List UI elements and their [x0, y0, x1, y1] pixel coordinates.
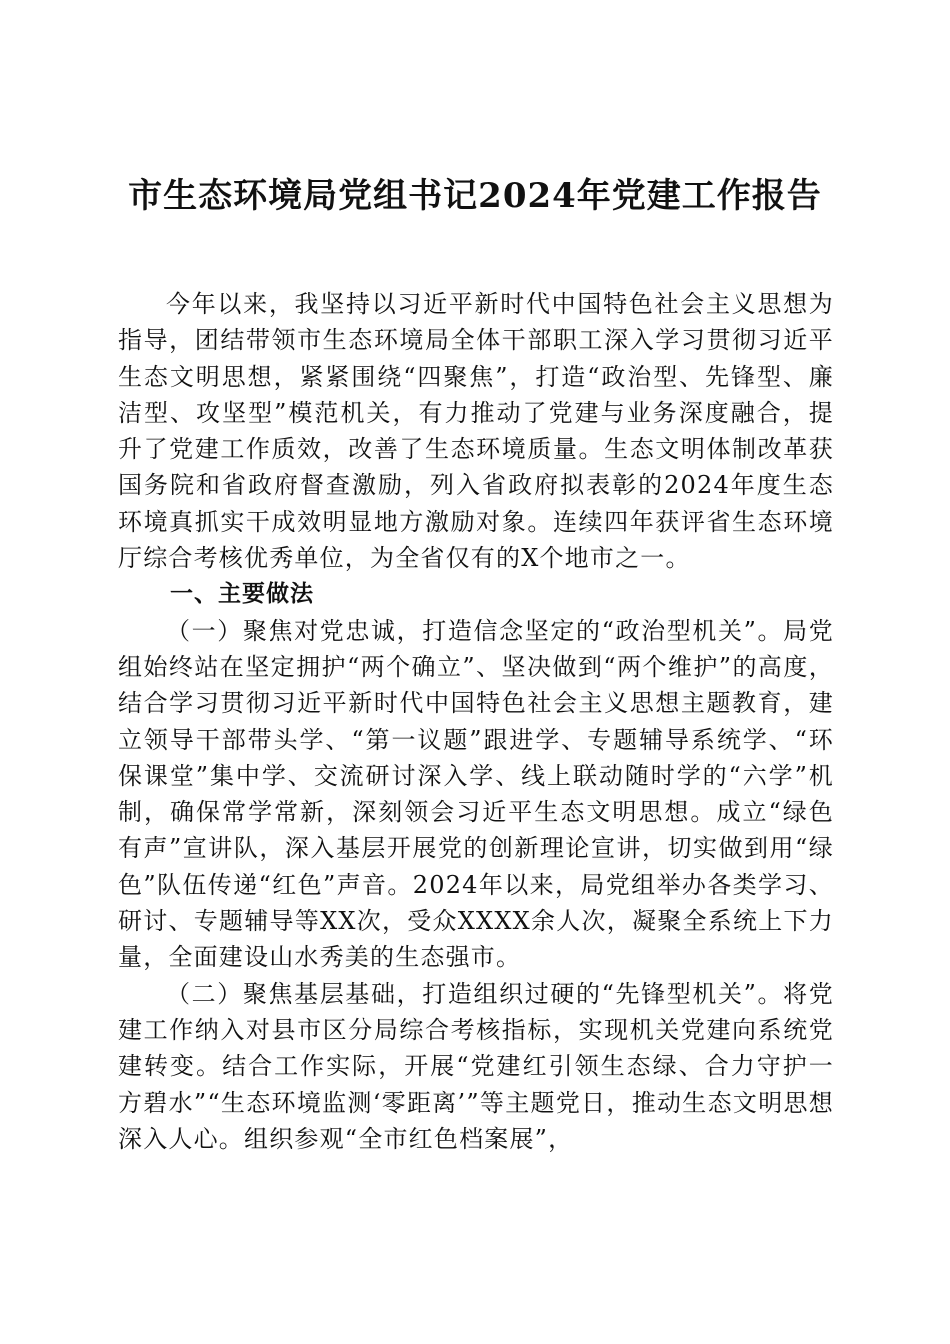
item-1-lead: （一）聚焦对党忠诚，打造信念坚定的“政治型机关”。 [166, 616, 784, 645]
item-2-body: 将党建工作纳入对县市区分局综合考核指标，实现机关党建向系统党建转变。结合工作实际，开展“党建红引领生态绿、合力守护一方碧水”“生态环境监测‘零距离’”等主题党日，推动生态文明思想深入人心。组织参观“全市红色档案展”， [118, 979, 834, 1153]
section-heading-main-practices: 一、主要做法 [170, 581, 314, 608]
item-1-paragraph [118, 613, 834, 976]
document-body [118, 286, 834, 1157]
item-1-body: 局党组始终站在坚定拥护“两个确立”、坚决做到“两个维护”的高度，结合学习贯彻习近平新时代中国特色社会主义思想主题教育，建立领导干部带头学、“第一议题”跟进学、专题辅导系统学、“环保课堂”集中学、交流研讨深入学、线上联动随时学的“六学”机制，确保常学常新，深刻领会习近平生态文明思想。成立“绿色有声”宣讲队，深入基层开展党的创新理论宣讲，切实做到用“绿色”队伍传递“红色”声音。2024年以来，局党组举办各类学习、研讨、专题辅导等XX次，受众XXXX余人次，凝聚全系统上下力量，全面建设山水秀美的生态强市。 [118, 616, 834, 972]
item-2-paragraph [118, 976, 834, 1157]
document-title: 市生态环境局党组书记2024年党建工作报告 [128, 176, 822, 216]
item-2-lead: （二）聚焦基层基础，打造组织过硬的“先锋型机关”。 [166, 979, 784, 1008]
intro-paragraph: 今年以来，我坚持以习近平新时代中国特色社会主义思想为指导，团结带领市生态环境局全体干部职工深入学习贯彻习近平生态文明思想，紧紧围绕“四聚焦”，打造“政治型、先锋型、廉洁型、攻坚型”模范机关，有力推动了党建与业务深度融合，提升了党建工作质效，改善了生态环境质量。生态文明体制改革获国务院和省政府督查激励，列入省政府拟表彰的2024年度生态环境真抓实干成效明显地方激励对象。连续四年获评省生态环境厅综合考核优秀单位，为全省仅有的X个地市之一。 [118, 290, 834, 573]
